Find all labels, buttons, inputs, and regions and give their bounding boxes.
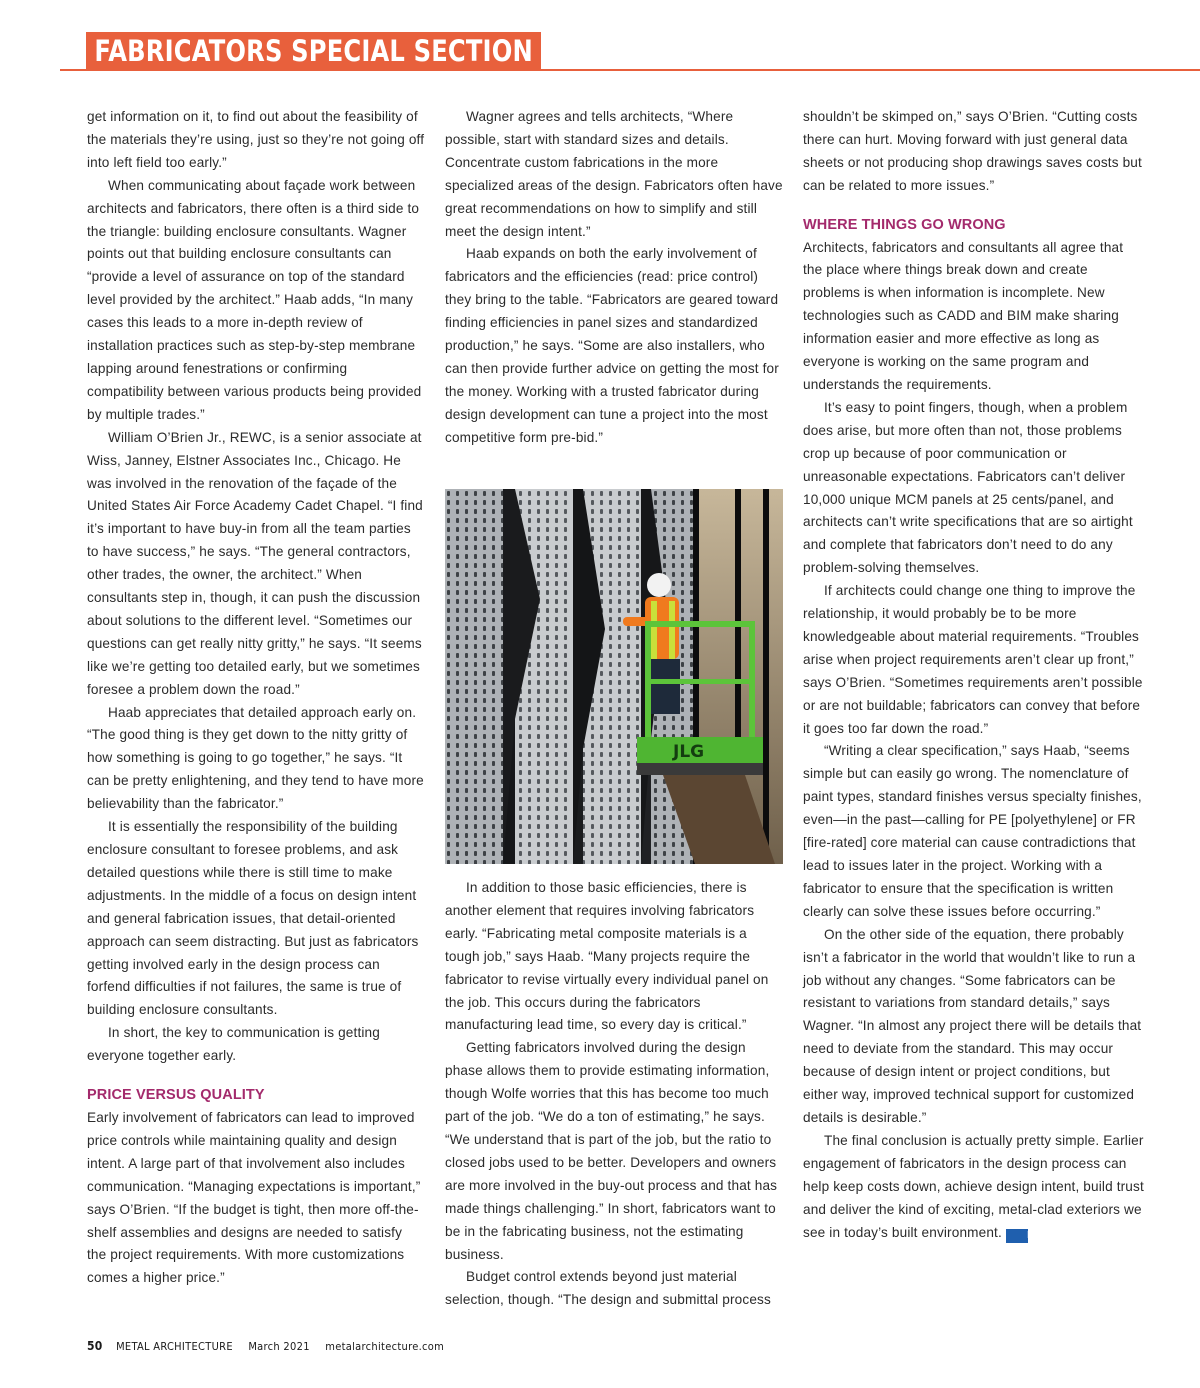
facade-worker-lift-illustration xyxy=(445,489,783,864)
paragraph: William O’Brien Jr., REWC, is a senior associate at Wiss, Janney, Elstner Associates Inc., Chicago. He was involved in the renovation of the façade of the United States Air Force Academy Cadet Chapel. “I find it’s important to have buy-in from all the team parties to have success,” he says. “The general contractors, other trades, the owner, the architect.” When consultants step in, though, it can push the discussion about solutions to the different level. “Sometimes our questions can get really nitty gritty,” he says. “It seems like we’re getting too detailed early, but we sometimes foresee a problem down the road.” xyxy=(87,429,423,697)
lift-brand-label: JLG xyxy=(673,742,705,762)
paragraph: In short, the key to communication is getting everyone together early. xyxy=(87,1025,380,1064)
end-mark-logo: Ma xyxy=(1006,1229,1028,1243)
header-rule xyxy=(60,69,1200,71)
paragraph: It is essentially the responsibility of the building enclosure consultant to foresee problems, and ask detailed questions while there is still time to make adjustments. In the middle of a focus on design intent and general fabrication issues, that detail-oriented approach can seem distracting. But just as fabricators getting involved early in the design process can forfend difficulties if not failures, the same is true of building enclosure consultants. xyxy=(87,819,419,1018)
paragraph: get information on it, to find out about the feasibility of the materials they’re using, just so they’re not going off into left field too early.” xyxy=(87,109,425,170)
final-paragraph-text: The final conclusion is actually pretty simple. Earlier engagement of fabricators in the design process can help keep costs down, achieve design intent, build trust and deliver the kind of exciting, metal-clad exteriors we see in today’s built environment. xyxy=(803,1132,1144,1240)
paragraph: Architects, fabricators and consultants all agree that the place where things break down and create problems is when information is incomplete. New technologies such as CADD and BIM make sharing information easier and more effective as long as everyone is working on the same program and understands the requirements. xyxy=(803,239,1124,392)
article-photo xyxy=(445,489,783,864)
paragraph: Early involvement of fabricators can lead to improved price controls while maintaining quality and design intent. A large part of that involvement also includes communication. “Managing expectations is important,” says O’Brien. “If the budget is tight, then more off-the-shelf assemblies and designs are needed to satisfy the project requirements. With more customizations comes a higher price.” xyxy=(87,1109,421,1286)
paragraph: Haab expands on both the early involvement of fabricators and the efficiencies (read: price control) they bring to the table. “Fabricators are geared toward finding efficiencies in panel sizes and standardized production,” he says. “Some are also installers, who can then provide further advice on getting the most for the money. Working with a trusted fabricator during design development can tune a project into the most competitive form pre-bid.” xyxy=(445,246,779,445)
subheading-price-versus-quality: PRICE VERSUS QUALITY xyxy=(87,1087,265,1104)
paragraph: If architects could change one thing to improve the relationship, it would probably be to be more knowledgeable about material requirements. “Troubles arise when project requirements aren’t clear up front,” says O’Brien. “Sometimes requirements aren’t possible or are not buildable; fabricators can convey that before it goes too far down the road.” xyxy=(803,583,1143,736)
paragraph: Haab appreciates that detailed approach early on. “The good thing is they get down to the nitty gritty of how something is going to go together,” he says. “It can be pretty enlightening, and they tend to have more believability than the fabricator.” xyxy=(87,704,424,812)
column-2-top xyxy=(445,106,785,450)
page-footer xyxy=(87,1339,456,1353)
column-3 xyxy=(803,106,1145,1244)
subheading-where-things-go-wrong: WHERE THINGS GO WRONG xyxy=(803,216,1006,233)
website: metalarchitecture.com xyxy=(325,1340,445,1353)
paragraph: When communicating about façade work between architects and fabricators, there often is a third side to the triangle: building enclosure consultants. Wagner points out that building enclosure consultants can “provide a level of assurance on top of the standard level provided by the architect.” Haab adds, “In many cases this leads to a more in-depth review of installation practices such as step-by-step membrane lapping around fenestrations or confirming compatibility between various products being provided by multiple trades.” xyxy=(87,177,422,422)
section-banner: FABRICATORS SPECIAL SECTION xyxy=(86,32,541,70)
column-1 xyxy=(87,106,425,1290)
column-2-bottom xyxy=(445,877,785,1312)
paragraph: On the other side of the equation, there probably isn’t a fabricator in the world that wouldn’t like to run a job without any changes. “Some fabricators can be resistant to variations from standard details,” says Wagner. “In almost any project there will be details that need to deviate from the standard. This may occur because of design intent or project conditions, but either way, improved technical support for customized details is desirable.” xyxy=(803,926,1142,1125)
paragraph: shouldn’t be skimped on,” says O’Brien. “Cutting costs there can hurt. Moving forward with just general data sheets or not producing shop drawings saves costs but can be related to more issues.” xyxy=(803,109,1142,193)
paragraph: “Writing a clear specification,” says Haab, “seems simple but can easily go wrong. The nomenclature of paint types, standard finishes versus specialty finishes, even—in the past—calling for PE [polyethylene] or FR [fire-rated] core material can cause contradictions that lead to issues later in the project. Working with a fabricator to ensure that the specification is written clearly can solve these issues before occurring.” xyxy=(803,743,1142,919)
paragraph xyxy=(803,1130,1145,1245)
paragraph: It’s easy to point fingers, though, when a problem does arise, but more often than not, those problems crop up because of poor communication or unreasonable expectations. Fabricators can’t deliver 10,000 unique MCM panels at 25 cents/panel, and architects can’t write specifications that are so airtight and complete that fabricators don’t need to do any problem-solving themselves. xyxy=(803,399,1133,576)
paragraph: Getting fabricators involved during the design phase allows them to provide estimating information, though Wolfe worries that this has become too much part of the job. “We do a ton of estimating,” he says. “We understand that is part of the job, but the ratio to closed jobs used to be better. Developers and owners are more involved in the buy-out process and that has made things challenging.” In short, fabricators want to be in the fabricating business, not the estimating business. xyxy=(445,1040,778,1262)
page-number: 50 xyxy=(87,1339,103,1353)
paragraph: In addition to those basic efficiencies, there is another element that requires involving fabricators early. “Fabricating metal composite materials is a tough job,” says Haab. “Many projects require the fabricator to revise virtually every individual panel on the job. This occurs during the fabricators manufacturing lead time, so every day is critical.” xyxy=(445,880,769,1033)
magazine-name: METAL ARCHITECTURE xyxy=(116,1340,233,1353)
paragraph: Wagner agrees and tells architects, “Where possible, start with standard sizes and details. Concentrate custom fabrications in the more specialized areas of the design. Fabricators often have great recommendations on how to simplify and still meet the design intent.” xyxy=(445,109,783,239)
issue-date: March 2021 xyxy=(248,1340,310,1353)
paragraph: Budget control extends beyond just material selection, though. “The design and submittal process xyxy=(445,1269,771,1308)
